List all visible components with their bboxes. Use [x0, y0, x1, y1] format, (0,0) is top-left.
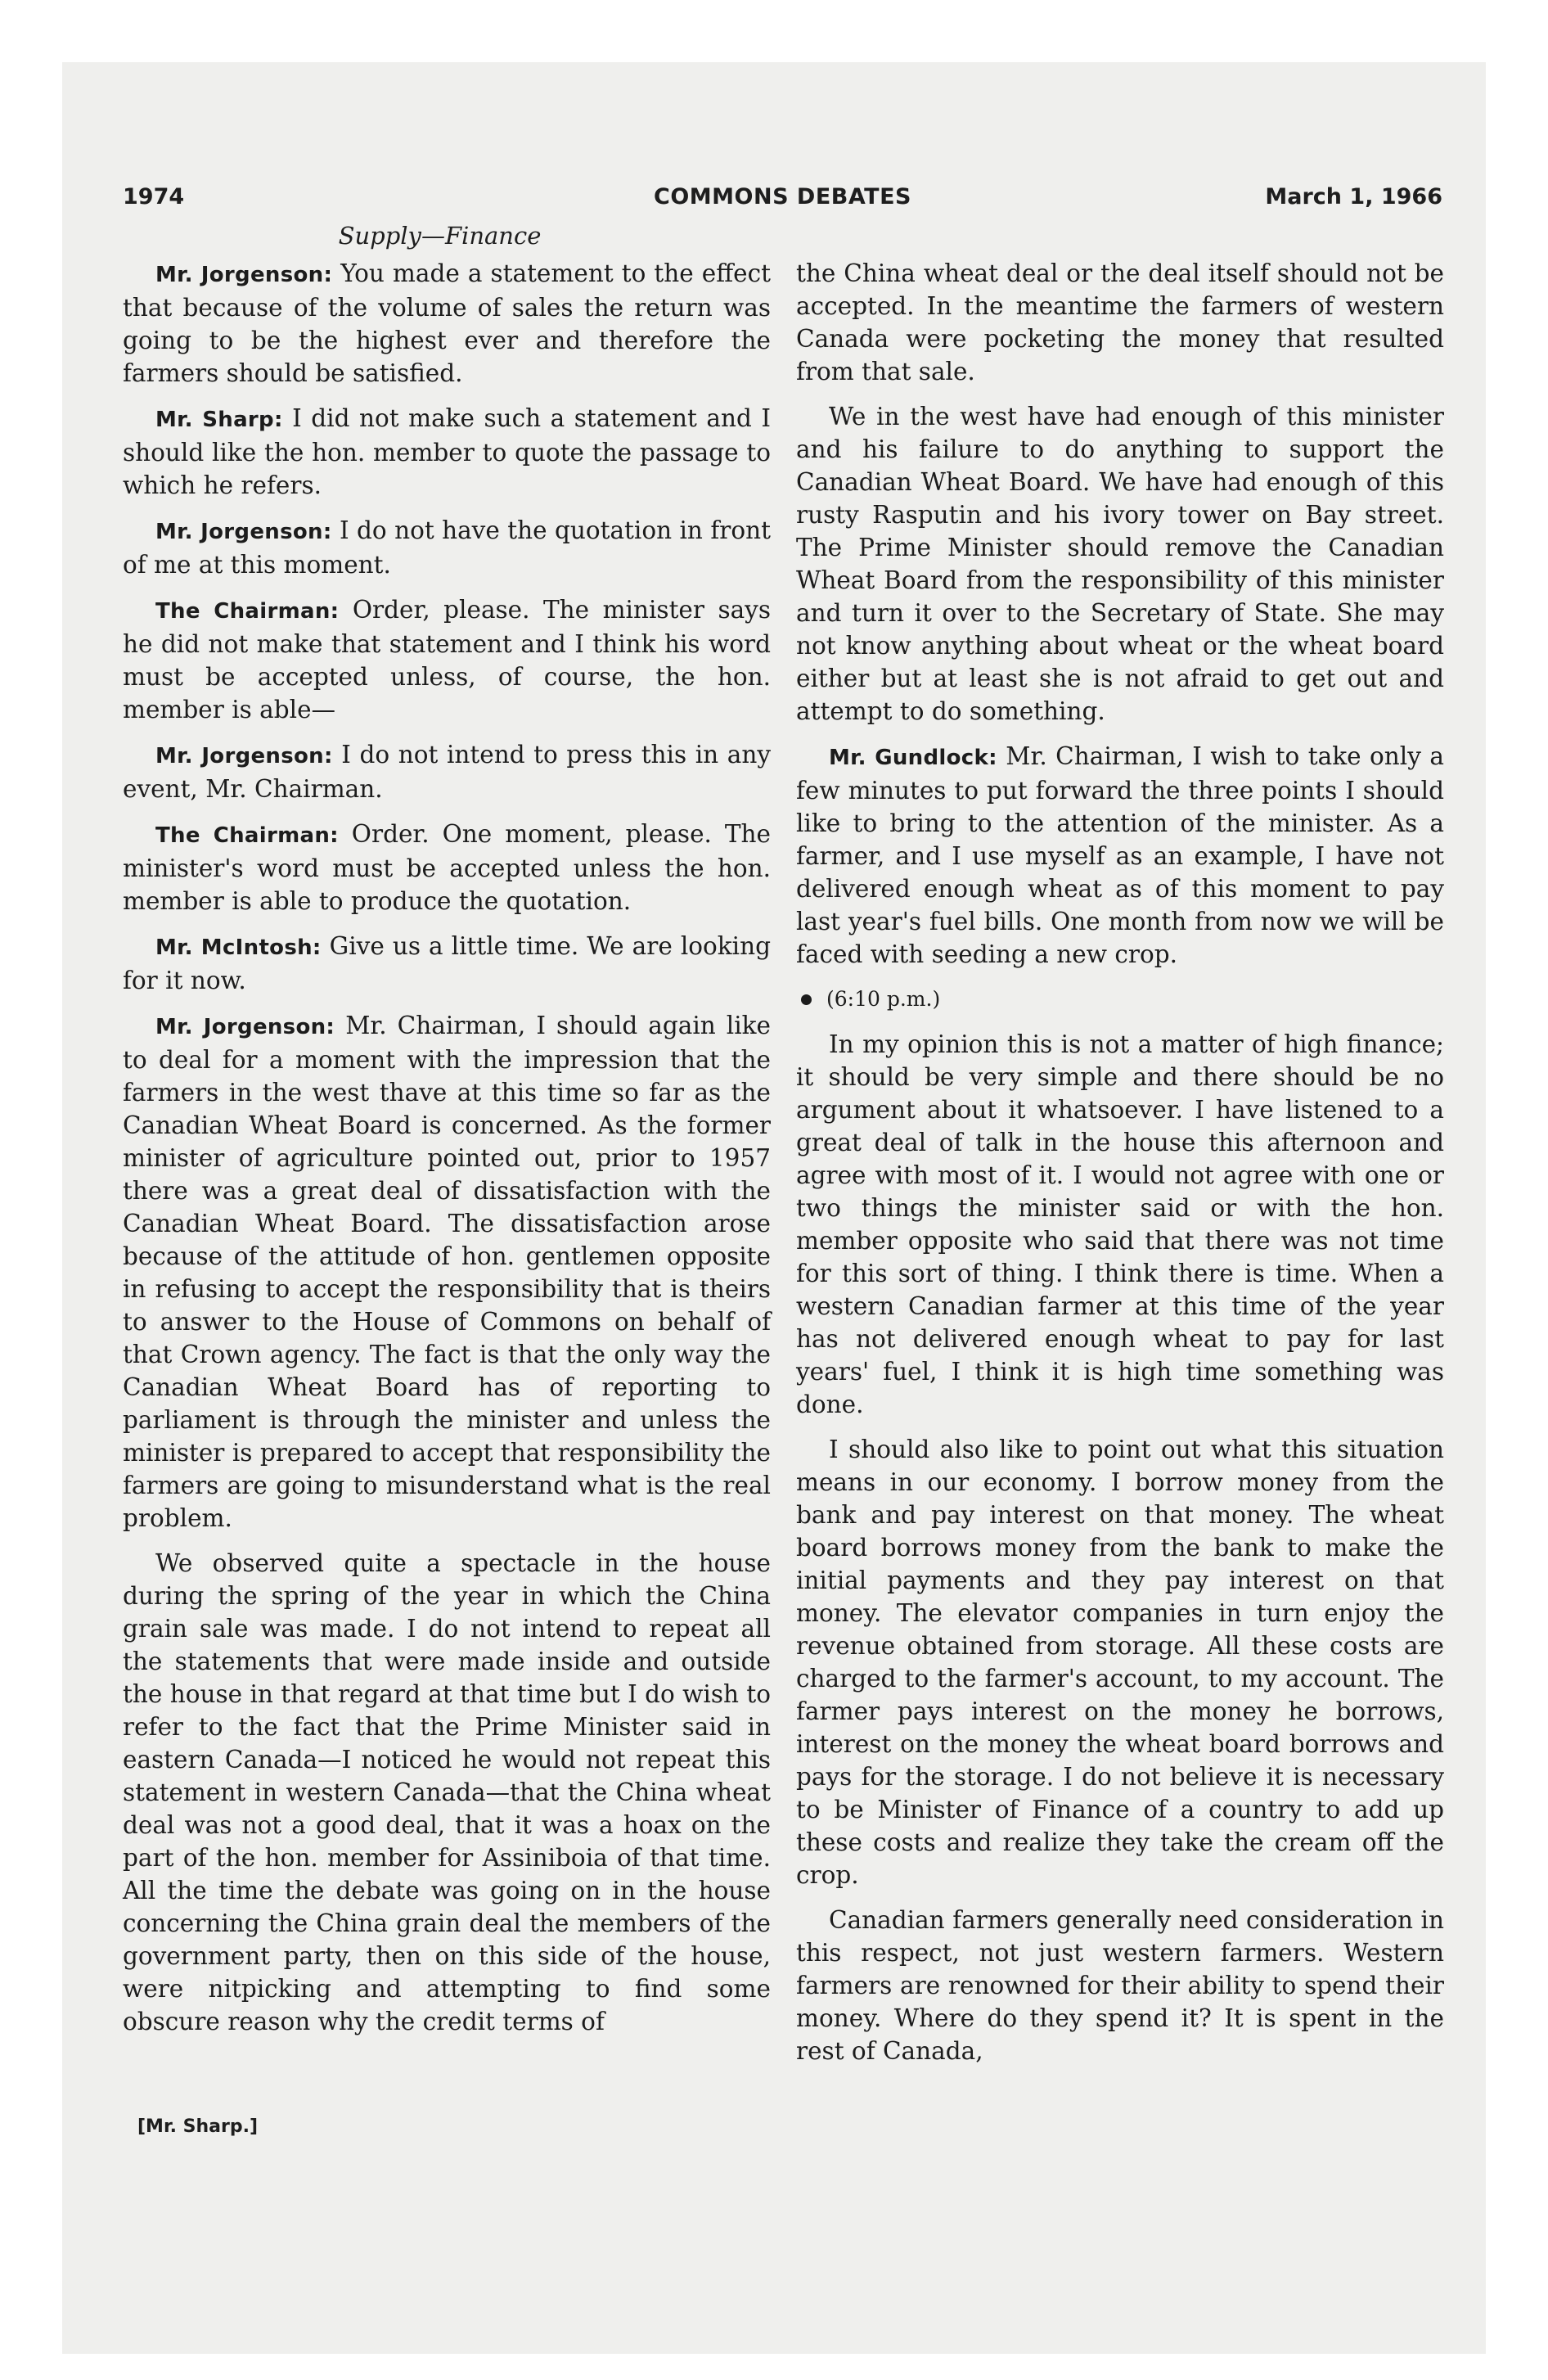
speech-text: I did not make such a statement and I should like the hon. member to quote the passage to which he refers. — [123, 404, 772, 499]
paragraph — [123, 402, 771, 502]
paragraph — [796, 257, 1444, 388]
page-header — [123, 184, 1442, 220]
speech-text: the China wheat deal or the deal itself should not be accepted. In the meantime the farmers of western Canada were pocketing the money that resulted from that sale. — [796, 259, 1444, 385]
speaker-name: Mr. Jorgenson: — [155, 744, 333, 769]
paragraph — [123, 738, 771, 805]
speaker-name: Mr. Jorgenson: — [155, 263, 333, 287]
paragraph — [123, 593, 771, 726]
paragraph — [796, 1433, 1444, 1891]
right-column — [796, 257, 1444, 2080]
speech-text: I should also like to point out what this situation means in our economy. I borrow money from the bank and pay interest on that money. The wheat board borrows money from the bank to make the initial payments and they pay interest on that money. The elevator companies in turn enjoy the revenue obtained from storage. All these costs are charged to the farmer's account, to my account. The farmer pays interest on the money he borrows, interest on the money the wheat board borrows and pays for the storage. I do not believe it is necessary to be Minister of Finance of a country to add up these costs and realize they take the cream off the crop. — [796, 1436, 1444, 1889]
paragraph — [123, 1547, 771, 2038]
paragraph — [123, 257, 771, 390]
section-heading: Supply—Finance — [338, 222, 542, 250]
speech-text: Order. One moment, please. The minister's word must be accepted unless the hon. member is able to produce the quotation. — [123, 820, 771, 915]
left-column — [123, 257, 771, 2050]
speech-text: We in the west have had enough of this minister and his failure to do anything to support the Canadian Wheat Board. We have had enough of this rusty Rasputin and his ivory tower on Bay street. The Prime Minister should remove the Canadian Wheat Board from the responsibility of this minister and turn it over to the Secretary of State. She may not know anything about wheat or the wheat board either but at least she is not afraid to get out and attempt to do something. — [796, 403, 1444, 725]
speaker-name: Mr. McIntosh: — [155, 935, 322, 960]
paragraph — [123, 930, 771, 997]
page-number: 1974 — [123, 184, 185, 210]
paragraph — [123, 818, 771, 917]
paragraph — [123, 1009, 771, 1535]
speech-text: Canadian farmers generally need consideration in this respect, not just western farmers. Western farmers are renowned for their ability to spend their money. Where do they spend it? It is spent in the rest of Canada, — [796, 1906, 1444, 2065]
speaker-name: Mr. Jorgenson: — [155, 520, 332, 544]
paragraph — [796, 740, 1444, 971]
paragraph — [796, 1904, 1444, 2067]
page-footer: [Mr. Sharp.] — [137, 2116, 259, 2137]
speaker-name: Mr. Gundlock: — [829, 746, 997, 770]
speaker-name: Mr. Sharp: — [155, 408, 283, 432]
speech-text: We observed quite a spectacle in the house during the spring of the year in which the China grain sale was made. I do not intend to repeat all the statements that were made inside and outside the house in that regard at that time but I do wish to refer to the fact that the Prime Minister said in eastern Canada—I noticed he would not repeat this statement in western Canada—that the China wheat deal was not a good deal, that it was a hoax on the part of the hon. member for Assiniboia of that time. All the time the debate was going on in the house concerning the China grain deal the members of the government party, then on this side of the house, were nitpicking and attempting to find some obscure reason why the credit terms of — [123, 1549, 771, 2035]
speaker-name: The Chairman: — [155, 823, 339, 848]
publication-title: COMMONS DEBATES — [654, 184, 911, 210]
speech-text: I do not intend to press this in any event, Mr. Chairman. — [123, 741, 771, 803]
speech-text: Mr. Chairman, I should again like to deal for a moment with the impression that the farmers in the west thave at this time so far as the Canadian Wheat Board is concerned. As the former minister of agriculture pointed out, prior to 1957 there was a great deal of dissatisfaction with the Canadian Wheat Board. The dissatisfaction arose because of the attitude of hon. gentlemen opposite in refusing to accept the responsibility that is theirs to answer to the House of Commons on behalf of that Crown agency. The fact is that the only way the Canadian Wheat Board has of reporting to parliament is through the minister and unless the minister is prepared to accept that responsibility the farmers are going to misunderstand what is the real problem. — [123, 1012, 771, 1532]
publication-date: March 1, 1966 — [1265, 184, 1442, 210]
speech-text: Order, please. The minister says he did not make that statement and I think his word must be accepted unless, of course, the hon. member is able— — [123, 596, 771, 723]
speaker-name: The Chairman: — [155, 599, 340, 624]
speaker-name: Mr. Jorgenson: — [155, 1015, 335, 1039]
time-marker-text: (6:10 p.m.) — [826, 987, 941, 1011]
speech-text: Give us a little time. We are looking for it now. — [123, 932, 771, 994]
paragraph — [796, 400, 1444, 728]
paragraph — [123, 514, 771, 581]
bullet-icon — [801, 994, 812, 1005]
speech-text: You made a statement to the effect that because of the volume of sales the return was going to be the highest ever and therefore the farmers should be satisfied. — [123, 259, 771, 387]
speech-text: I do not have the quotation in front of me at this moment. — [123, 516, 771, 579]
paragraph — [796, 1028, 1444, 1421]
time-marker — [796, 983, 1444, 1016]
speech-text: Mr. Chairman, I wish to take only a few minutes to put forward the three points I should like to bring to the attention of the minister. As a farmer, and I use myself as an example, I have not delivered enough wheat as of this moment to pay last year's fuel bills. One month from now we will be faced with seeding a new crop. — [796, 742, 1444, 968]
speech-text: In my opinion this is not a matter of high finance; it should be very simple and there should be no argument about it whatsoever. I have listened to a great deal of talk in the house this afternoon and agree with most of it. I would not agree with one or two things the minister said or with the hon. member opposite who said that there was not time for this sort of thing. I think there is time. When a western Canadian farmer at this time of the year has not delivered enough wheat to pay for last years' fuel, I think it is high time something was done. — [796, 1030, 1444, 1418]
